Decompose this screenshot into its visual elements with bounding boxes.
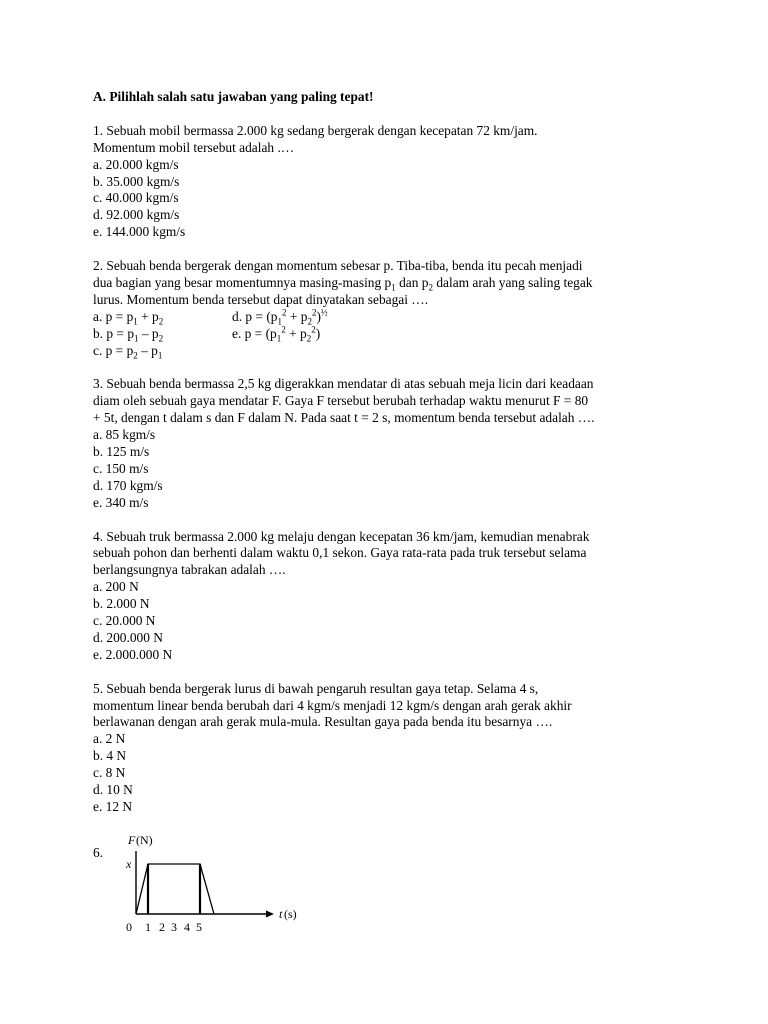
question-5-option-b: b. 4 N <box>93 748 127 764</box>
question-4-option-d: d. 200.000 N <box>93 629 163 645</box>
question-3-text-line-1: 3. Sebuah benda bermassa 2,5 kg digerakkan mendatar di atas sebuah meja licin dari keadaan <box>93 376 594 392</box>
q2-opt-a-mid: + p <box>137 308 159 324</box>
q2-opt-e-sup2: 2 <box>311 324 316 335</box>
q2-subscript-2: 2 <box>428 282 433 293</box>
question-5-option-d: d. 10 N <box>93 782 133 798</box>
question-2-text-line-3: lurus. Momentum benda tersebut dapat dinyatakan sebagai …. <box>93 291 429 307</box>
question-5-option-e: e. 12 N <box>93 798 133 814</box>
question-1-option-c: c. 40.000 kgm/s <box>93 190 179 206</box>
graph-x-tick-4: 4 <box>184 919 190 934</box>
q2-opt-b-sub2: 2 <box>158 333 164 344</box>
graph-x-axis-var: t <box>279 906 283 921</box>
question-2 <box>93 258 693 359</box>
question-4-text-line-2: sebuah pohon dan berhenti dalam waktu 0,1 sekon. Gaya rata-rata pada truk tersebut selama <box>93 545 587 561</box>
question-1-option-a: a. 20.000 kgm/s <box>93 156 179 172</box>
q2-opt-e-sub1: 1 <box>276 333 282 344</box>
q2-opt-d-mid: + p <box>286 308 308 324</box>
question-2-option-b <box>93 326 232 343</box>
graph-x-tick-3: 3 <box>171 919 177 934</box>
question-4-option-e: e. 2.000.000 N <box>93 646 173 662</box>
question-6 <box>93 833 693 943</box>
question-3-text-line-3: + 5t, dengan t dalam s dan F dalam N. Pada saat t = 2 s, momentum benda tersebut adalah …. <box>93 410 595 426</box>
question-1-text-line-1: 1. Sebuah mobil bermassa 2.000 kg sedang bergerak dengan kecepatan 72 km/jam. <box>93 122 538 138</box>
question-5 <box>93 681 693 816</box>
q2-opt-e-mid: + p <box>285 325 307 341</box>
question-2-option-c <box>93 343 693 360</box>
q2-opt-d-sup1: 2 <box>282 307 287 318</box>
q2-line2-part-b: dan p <box>395 274 429 290</box>
question-3 <box>93 376 693 511</box>
question-4-option-c: c. 20.000 N <box>93 613 156 629</box>
question-3-option-d: d. 170 kgm/s <box>93 477 163 493</box>
q2-line2-part-a: dua bagian yang besar momentumnya masing-masing p <box>93 274 392 290</box>
question-3-option-c: c. 150 m/s <box>93 460 149 476</box>
q2-opt-b-sub1: 1 <box>134 333 139 344</box>
q2-opt-d-sub2: 2 <box>307 316 312 327</box>
graph-x-axis-arrow <box>266 910 274 917</box>
question-5-option-c: c. 8 N <box>93 765 126 781</box>
question-2-options-row-2 <box>93 326 693 343</box>
q2-opt-c-sub1: 1 <box>157 350 163 361</box>
question-2-option-d <box>232 309 328 326</box>
graph-y-axis-unit: (N) <box>136 832 153 847</box>
graph-y-tick-x: x <box>126 856 132 871</box>
q2-opt-b-pre: b. p = p <box>93 325 135 341</box>
graph-y-axis-var: F <box>128 832 136 847</box>
q2-opt-d-pre: d. p = (p <box>232 308 278 324</box>
question-3-text-line-2: diam oleh sebuah gaya mendatar F. Gaya F tersebut berubah terhadap waktu menurut F = 80 <box>93 393 589 409</box>
q2-opt-e-pre: e. p = (p <box>232 325 277 341</box>
question-2-options-row-1 <box>93 309 693 326</box>
question-1-option-b: b. 35.000 kgm/s <box>93 173 180 189</box>
question-6-number: 6. <box>93 844 104 860</box>
q2-opt-e-sup1: 2 <box>281 324 286 335</box>
q2-opt-d-end: ) <box>316 308 321 324</box>
question-2-option-a <box>93 309 232 326</box>
q2-opt-e-sub2: 2 <box>306 333 312 344</box>
section-heading: A. Pilihlah salah satu jawaban yang paling tepat! <box>93 89 374 104</box>
document-content <box>93 89 693 943</box>
force-time-graph <box>125 827 325 937</box>
question-1-option-d: d. 92.000 kgm/s <box>93 207 180 223</box>
q2-opt-c-sub2: 2 <box>133 350 138 361</box>
q2-opt-d-sup2: 2 <box>311 307 317 318</box>
q2-opt-c-mid: – p <box>137 342 158 358</box>
q2-opt-d-half: ½ <box>320 307 328 318</box>
q2-opt-d-sub1: 1 <box>277 316 282 327</box>
question-4-text-line-3: berlangsungnya tabrakan adalah …. <box>93 562 286 578</box>
question-3-option-b: b. 125 m/s <box>93 443 150 459</box>
question-2-text-line-2 <box>93 275 693 292</box>
q2-opt-a-sub1: 1 <box>133 316 138 327</box>
graph-x-tick-1: 1 <box>145 919 151 934</box>
question-5-text-line-1: 5. Sebuah benda bergerak lurus di bawah pengaruh resultan gaya tetap. Selama 4 s, <box>93 680 539 696</box>
graph-x-tick-2: 2 <box>159 919 165 934</box>
question-2-option-e <box>232 326 320 343</box>
graph-x-tick-5: 5 <box>196 919 202 934</box>
question-3-option-a: a. 85 kgm/s <box>93 427 156 443</box>
graph-x-tick-0: 0 <box>126 919 132 934</box>
q2-opt-a-pre: a. p = p <box>93 308 134 324</box>
question-1-text-line-2: Momentum mobil tersebut adalah .… <box>93 139 295 155</box>
q2-opt-e-end: ) <box>315 325 321 341</box>
question-1-option-e: e. 144.000 kgm/s <box>93 224 186 240</box>
graph-x-axis-unit: (s) <box>284 906 297 921</box>
q2-opt-b-mid: – p <box>138 325 159 341</box>
q2-line2-part-c: dalam arah yang saling tegak <box>432 274 593 290</box>
question-5-text-line-2: momentum linear benda berubah dari 4 kgm/s menjadi 12 kgm/s dengan arah gerak akhir <box>93 697 572 713</box>
question-4-option-a: a. 200 N <box>93 579 139 595</box>
question-2-text-line-1: 2. Sebuah benda bergerak dengan momentum sebesar p. Tiba-tiba, benda itu pecah menjadi <box>93 258 583 274</box>
question-4-option-b: b. 2.000 N <box>93 596 150 612</box>
q2-subscript-1: 1 <box>391 282 396 293</box>
q2-opt-a-sub2: 2 <box>158 316 164 327</box>
question-5-text-line-3: berlawanan dengan arah gerak mula-mula. Resultan gaya pada benda itu besarnya …. <box>93 714 553 730</box>
question-5-option-a: a. 2 N <box>93 731 126 747</box>
q2-opt-c-pre: c. p = p <box>93 342 134 358</box>
question-3-option-e: e. 340 m/s <box>93 494 149 510</box>
question-4 <box>93 529 693 664</box>
question-1 <box>93 123 693 241</box>
question-4-text-line-1: 4. Sebuah truk bermassa 2.000 kg melaju dengan kecepatan 36 km/jam, kemudian menabrak <box>93 528 590 544</box>
